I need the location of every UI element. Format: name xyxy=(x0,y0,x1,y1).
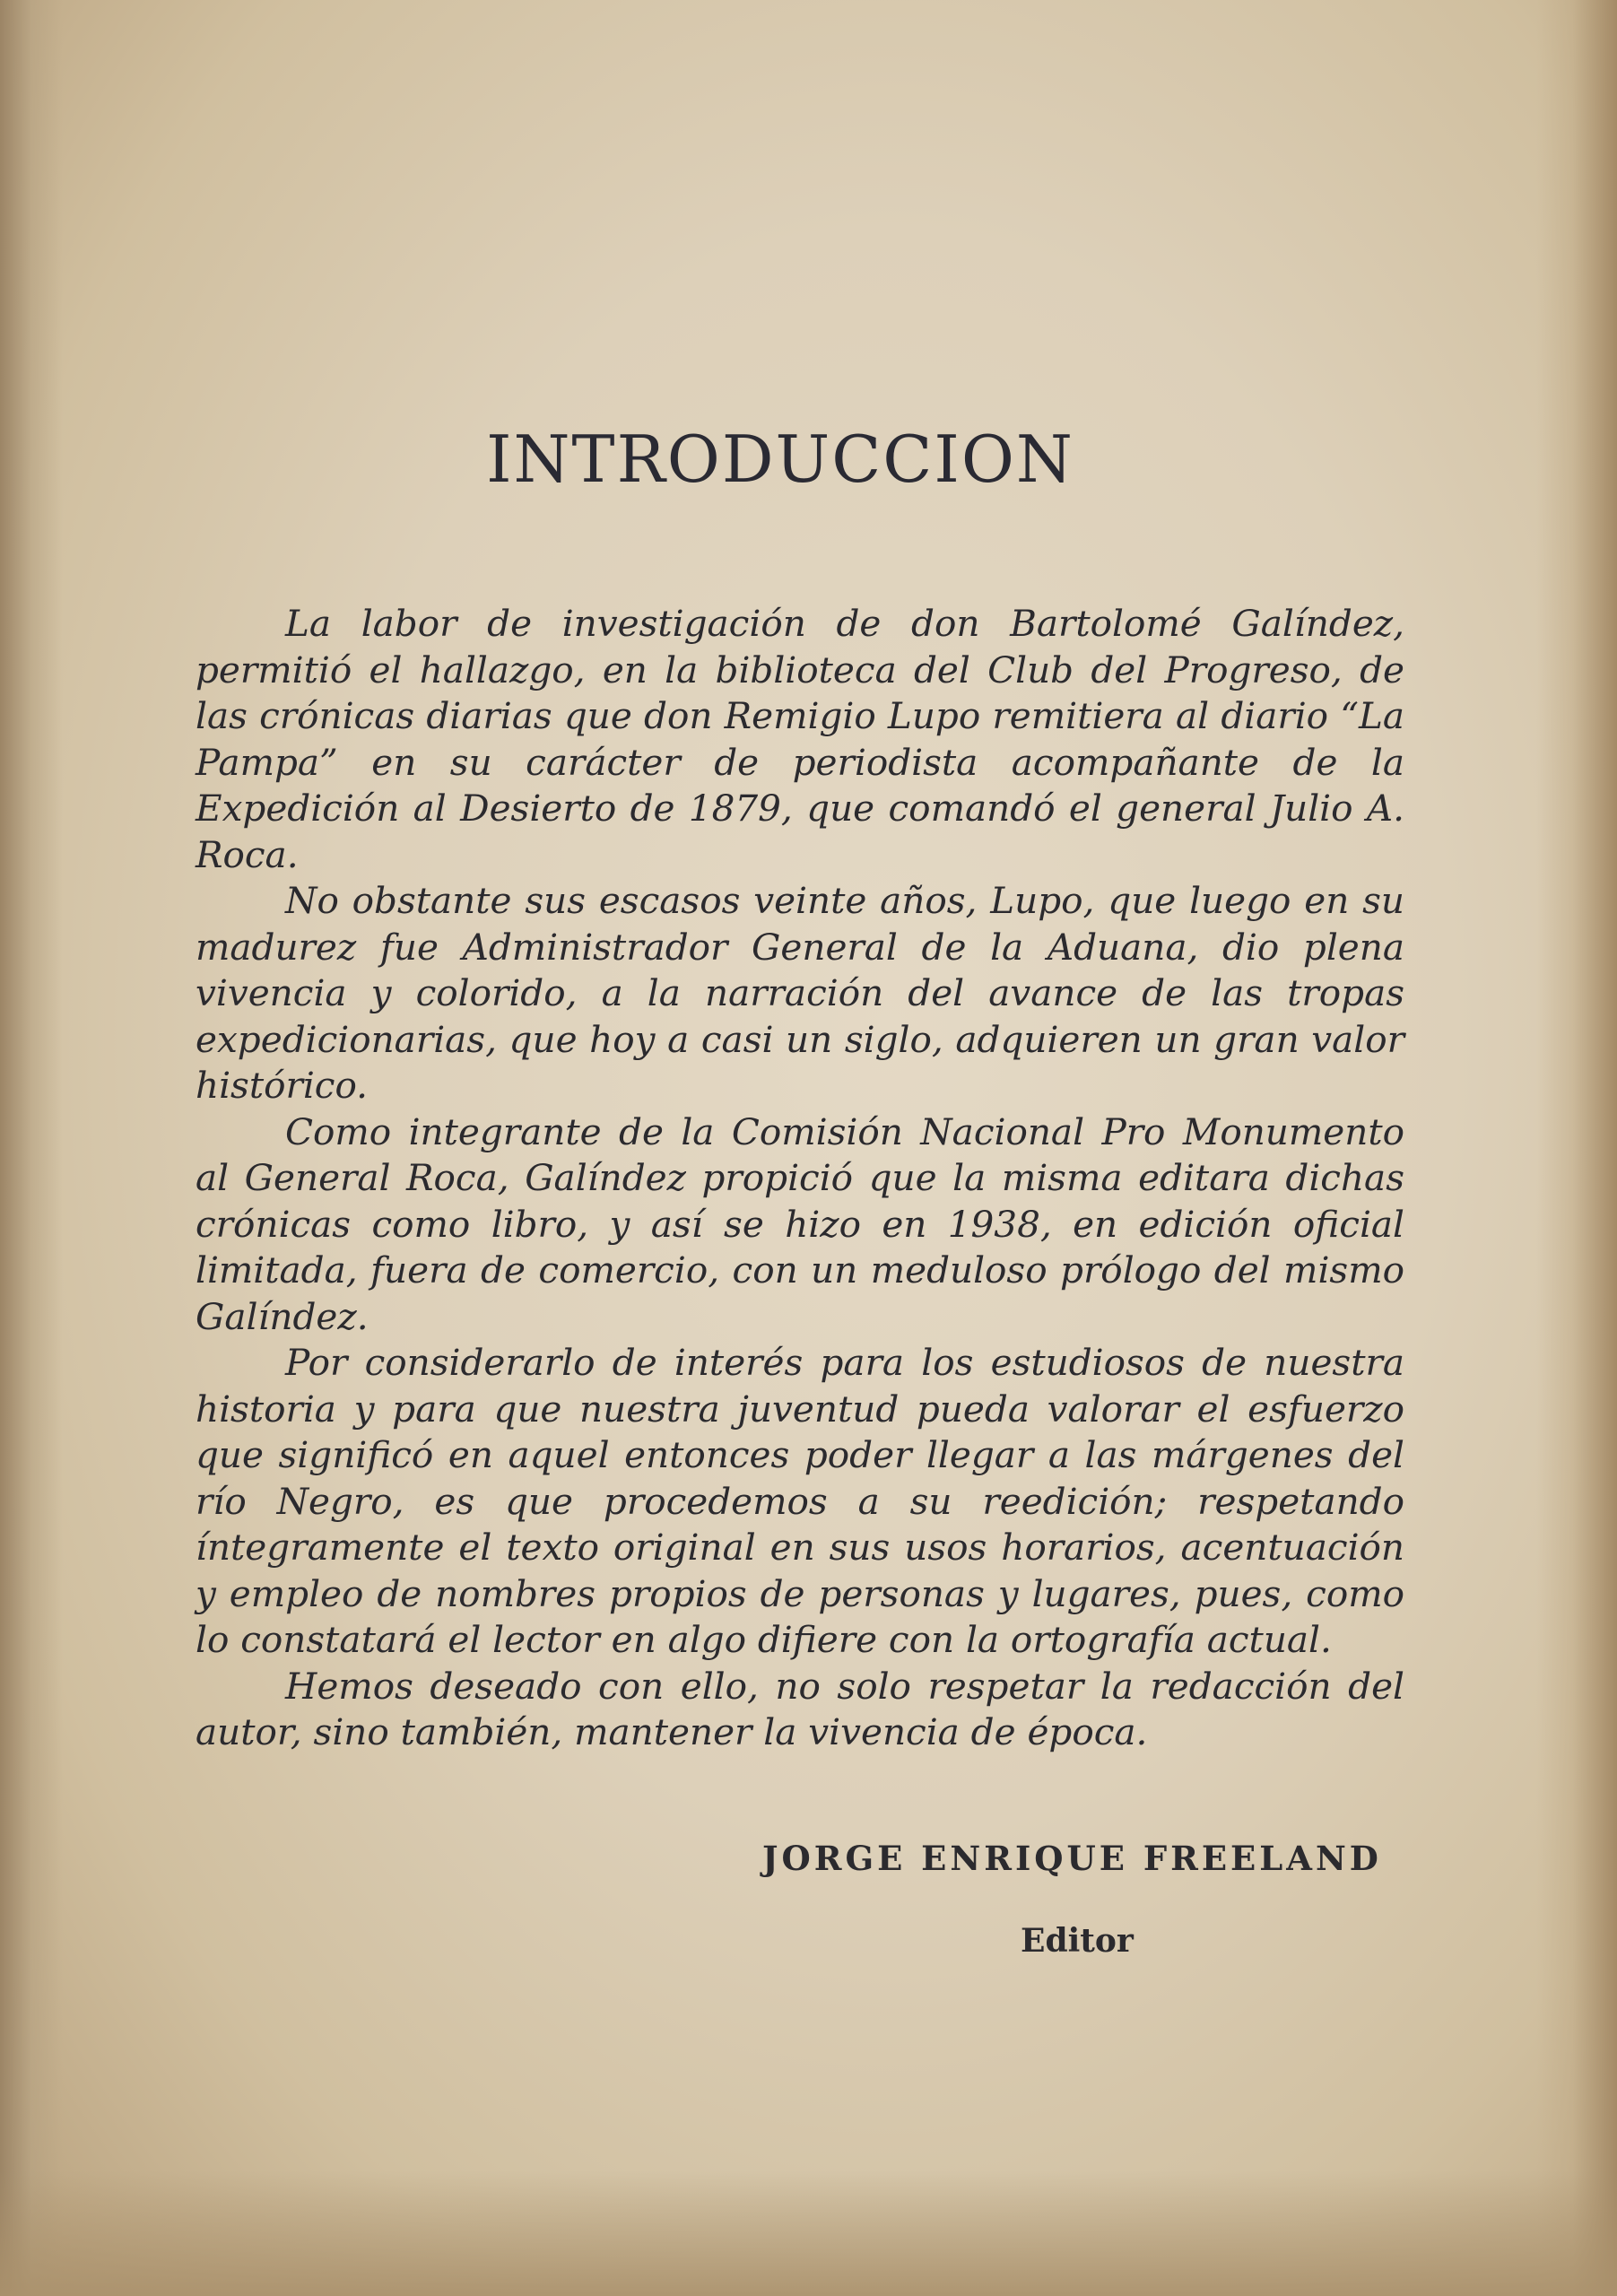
paragraph-3: Como integrante de la Comisión Nacional Pro Monumento al General Roca, Galíndez propició que la misma editara dichas crónicas como libro, y así se hizo en 1938, en edición oficial limitada, fuera de comercio, con un meduloso prólogo del mismo Galíndez. xyxy=(196,1109,1404,1338)
page-right-shadow xyxy=(1536,0,1617,2296)
paragraph-4: Por considerarlo de interés para los estudiosos de nuestra historia y para que nuestra juventud pueda valorar el esfuerzo que significó en aquel entonces poder llegar a las márgenes del río Negro, es que procedemos a su reedición; respetando íntegramente el texto original en sus usos horarios, acentuación y empleo de nombres propios de personas y lugares, pues, como lo constatará el lector en algo difiere con la ortografía actual. xyxy=(196,1341,1404,1661)
paragraph-5: Hemos deseado con ello, no solo respetar la redacción del autor, sino también, mantener la vivencia de época. xyxy=(196,1664,1404,1753)
page-left-shadow xyxy=(0,0,63,2296)
signature-role: Editor xyxy=(1021,1922,1134,1960)
page-title: INTRODUCCION xyxy=(486,422,1074,497)
page-bottom-shadow xyxy=(0,2170,1617,2296)
signature-name: JORGE ENRIQUE FREELAND xyxy=(762,1839,1382,1878)
paragraph-1: La labor de investigación de don Bartolomé Galíndez, permitió el hallazgo, en la biblioteca del Club del Progreso, de las crónicas diarias que don Remigio Lupo remitiera al diario “La Pampa” en su carácter de periodista acompañante de la Expedición al Desierto de 1879, que comandó el general Julio A. Roca. xyxy=(196,602,1404,876)
introduction-body xyxy=(196,601,1404,1756)
paragraph-2: No obstante sus escasos veinte años, Lupo, que luego en su madurez fue Administrador General de la Aduana, dio plena vivencia y colorido, a la narración del avance de las tropas expedicionarias, que hoy a casi un siglo, adquieren un gran valor histórico. xyxy=(196,879,1404,1107)
